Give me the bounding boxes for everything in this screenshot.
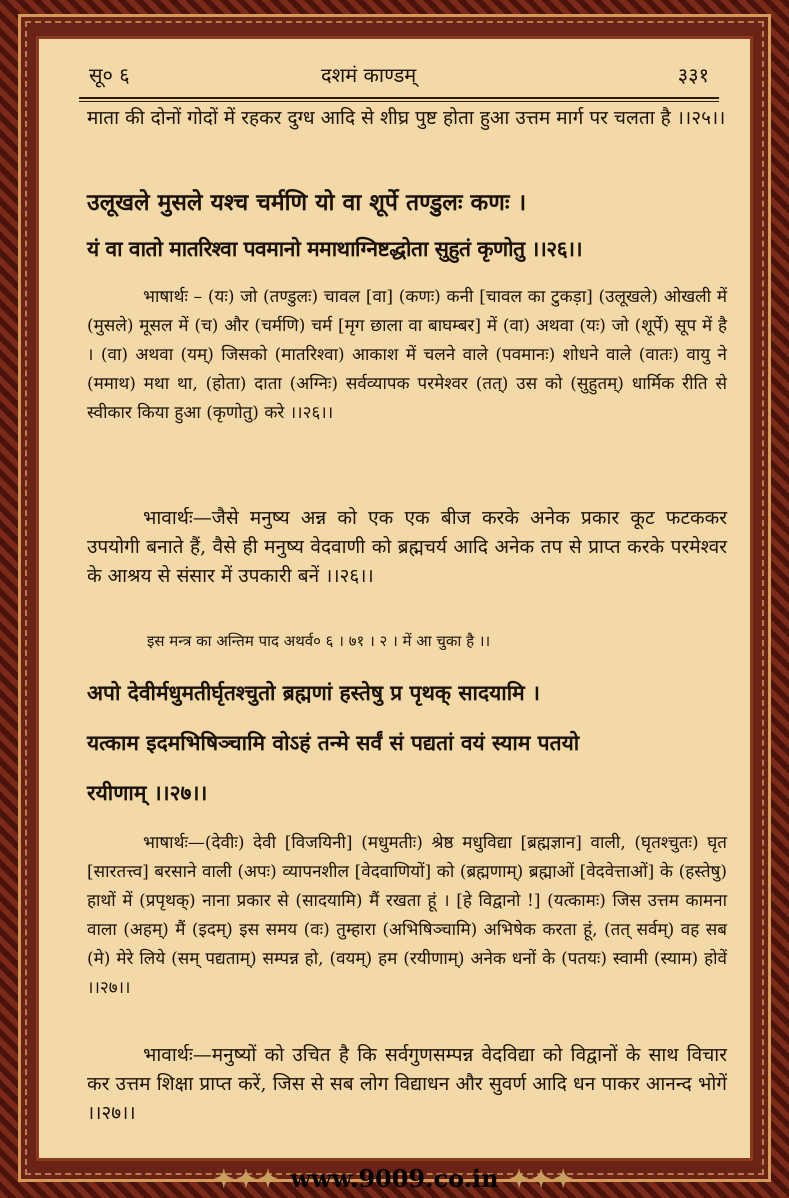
page-header xyxy=(89,61,709,91)
bhasharth-27: भाषार्थः—(देवीः) देवी [विजयिनी] (मधुमतीः) श्रेष्ठ मधुविद्या [ब्रह्मज्ञान] वाली, (घृतश्चुतः) घृत [सारतत्त्व] बरसाने वाली (अपः) व्यापनशील [वेदवाणियों] को (ब्रह्मणाम्) ब्रह्माओं [वेदवेत्ताओं] के (हस्तेषु) हाथों में (प्रपृथक्) नाना प्रकार से (सादयामि) मैं रखता हूं । [हे विद्वानो !] (यत्कामः) जिस उत्तम कामना वाला (अहम्) मैं (इदम्) इस समय (वः) तुम्हारा (अभिषिञ्चामि) अभिषेक करता हूं, (तत् सर्वम्) वह सब (मे) मेरे लिये (सम् पद्यताम्) सम्पन्न हो, (वयम्) हम (रयीणाम्) अनेक धनों के (पतयः) स्वामी (स्याम) होवें ।।२७।। xyxy=(87,833,727,998)
bhasharth-26: भाषार्थः – (यः) जो (तण्डुलः) चावल [वा] (कणः) कनी [चावल का टुकड़ा] (उलूखले) ओखली में (मुसले) मूसल में (च) और (चर्मणि) चर्म [मृग छाला वा बाघम्बर] में (वा) अथवा (यः) जो (शूर्पे) सूप में है । (वा) अथवा (यम्) जिसको (मातरिश्वा) आकाश में चलने वाले (पवमानः) शोधने वाले (वातः) वायु ने (ममाथ) मथा था, (होता) दाता (अग्निः) सर्वव्यापक परमेश्वर (तत्) उस को (सुहुतम्) धार्मिक रीति से स्वीकार किया हुआ (कृणोतु) करे ।।२६।। xyxy=(87,287,727,423)
header-rule-thin xyxy=(79,101,719,102)
paragraph-25-end: माता की दोनों गोदों में रहकर दुग्ध आदि से शीघ्र पुष्ट होता हुआ उत्तम मार्ग पर चलता है ।।२५।। xyxy=(87,107,726,129)
footer-ornament-left: ✦✦✦ xyxy=(213,1164,291,1193)
bhavarth-27: भावार्थः—मनुष्यों को उचित है कि सर्वगुणसम्पन्न वेदविद्या को विद्वानों के साथ विचार कर उत्तम शिक्षा प्राप्त करें, जिस से सब लोग विद्याधन और सुवर्ण आदि धन पाकर आनन्द भोगें ।।२७।। xyxy=(87,1044,727,1124)
page-number: ३३१ xyxy=(677,63,709,87)
mantra-27-line-1: अपो देवीर्मधुमतीर्घृतश्चुतो ब्रह्मणां हस्तेषु प्र पृथक् सादयामि । xyxy=(87,680,540,705)
mantra-26-line-2: यं वा वातो मातरिश्वा पवमानो ममाथाग्निष्टद्धोता सुहुतं कृणोतु ।।२६।। xyxy=(87,236,583,261)
bhavarth-26: भावार्थः—जैसे मनुष्य अन्न को एक एक बीज करके अनेक प्रकार कूट फटककर उपयोगी बनाते हैं, वैसे ही मनुष्य वेदवाणी को ब्रह्मचर्य आदि अनेक तप से प्राप्त करके परमेश्वर के आश्रय से संसार में उपकारी बनें ।।२६।। xyxy=(87,507,727,587)
footer xyxy=(0,1164,789,1194)
mantra-27-line-3: रयीणाम् ।।२७।। xyxy=(87,780,208,805)
kanda-title: दशमं काण्डम् xyxy=(321,63,417,87)
note-26: इस मन्त्र का अन्तिम पाद अथर्व० ६ । ७१ । २ । में आ चुका है ।। xyxy=(147,632,491,650)
sukta-number: सू० ६ xyxy=(89,63,130,87)
mantra-26-line-1: उलूखले मुसले यश्च चर्मणि यो वा शूर्पे तण्डुलः कणः । xyxy=(87,189,527,216)
mantra-27-line-2: यत्काम इदमभिषिञ्चामि वोऽहं तन्मे सर्वं सं पद्यतां वयं स्याम पतयो xyxy=(87,730,580,755)
page xyxy=(36,36,753,1161)
header-rule xyxy=(79,97,719,99)
website-link[interactable]: www.9009.co.in xyxy=(290,1164,499,1193)
footer-ornament-right: ✦✦✦ xyxy=(498,1164,576,1193)
